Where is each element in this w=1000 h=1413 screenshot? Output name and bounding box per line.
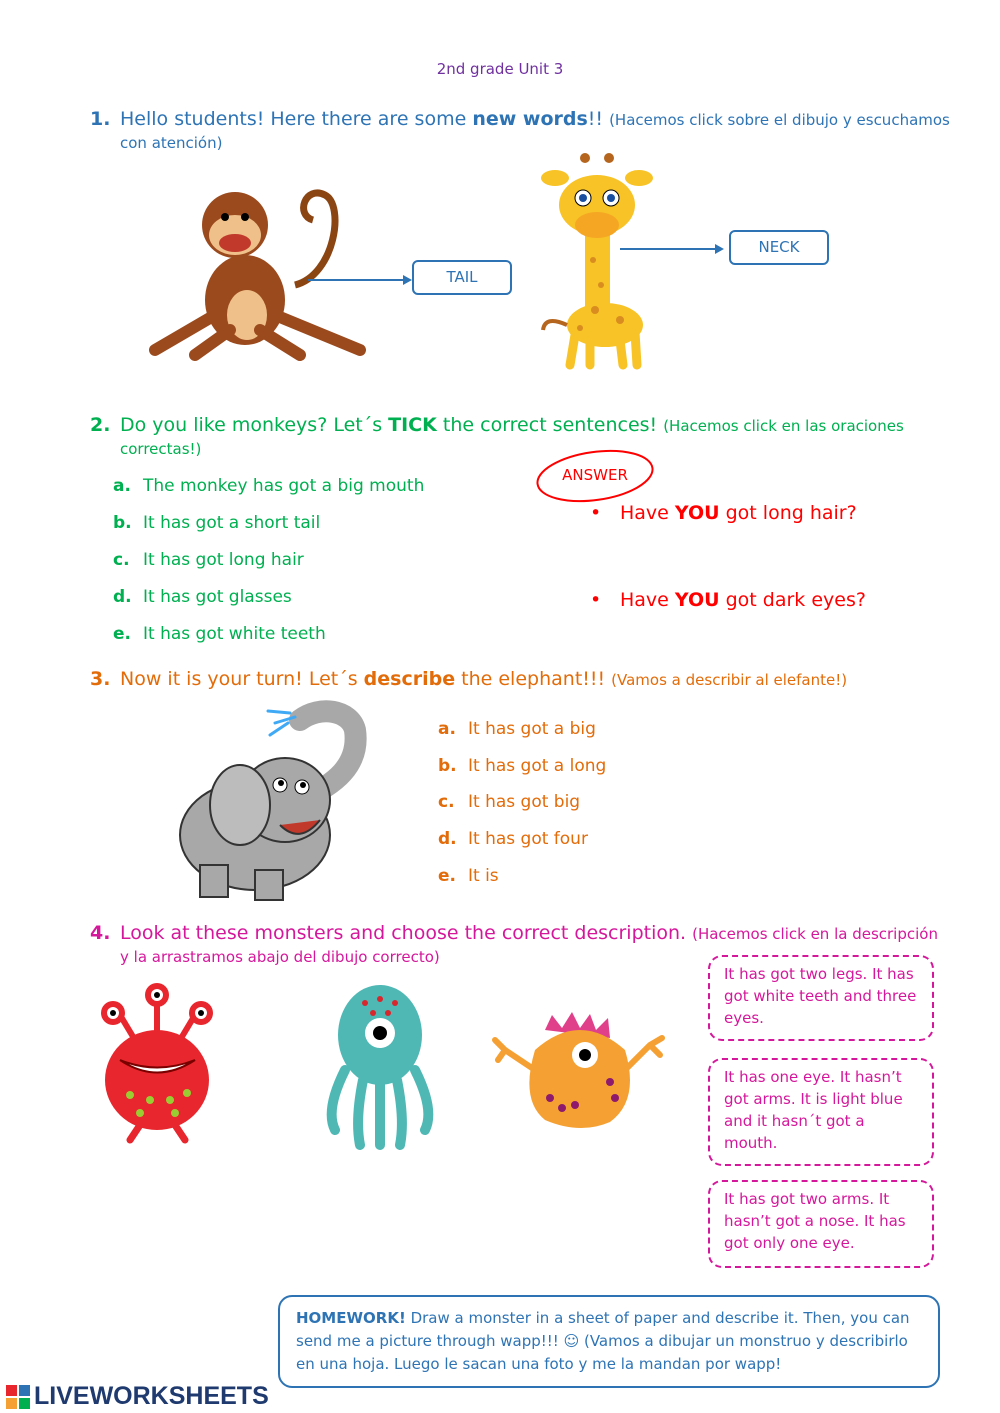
option-text: It has got a big	[468, 719, 596, 739]
question-note: (Vamos a describir al elefante!)	[611, 671, 848, 689]
option-text: It has got long hair	[143, 550, 304, 570]
giraffe-muzzle	[575, 212, 619, 238]
question-note: (Hacemos click en la descripción	[692, 925, 938, 943]
elephant-image[interactable]	[160, 705, 375, 905]
tick-option-b[interactable]	[113, 513, 320, 533]
monster-tentacles	[332, 1070, 429, 1145]
question-bold: TICK	[388, 414, 437, 436]
answer-text-end: got long hair?	[719, 502, 857, 524]
question-text: Hello students! Here there are some	[120, 108, 473, 130]
liveworksheets-logo[interactable]	[6, 1382, 269, 1410]
homework-box	[278, 1295, 940, 1388]
red-monster-image[interactable]	[95, 985, 220, 1145]
tick-option-d[interactable]	[113, 587, 292, 607]
elephant-ear	[210, 765, 270, 845]
option-letter: b.	[438, 756, 457, 776]
question-bold: describe	[363, 668, 456, 690]
question-note-cont: con atención)	[120, 134, 223, 152]
tick-option-e[interactable]	[113, 624, 326, 644]
monkey-eye	[241, 213, 249, 221]
describe-option-e[interactable]	[438, 866, 499, 886]
bullet-icon: •	[590, 502, 602, 524]
option-text: It has got white teeth	[143, 624, 326, 644]
option-letter: a.	[438, 719, 456, 739]
question-1	[90, 106, 950, 153]
elephant-leg	[200, 865, 228, 897]
monkey-image[interactable]	[135, 165, 385, 370]
option-letter: b.	[113, 513, 132, 533]
elephant-leg	[255, 870, 283, 900]
question-2	[90, 412, 950, 459]
question-note: (Hacemos click en las oraciones	[663, 417, 904, 435]
homework-text: Draw a monster in a sheet of paper and describe it. Then, you can send me a picture through wapp!!! ☺ (Vamos a dibujar un monstruo y describirlo en una hoja. Luego le sacan una foto y me la mandan por wapp!	[296, 1309, 910, 1373]
monkey-mouth	[219, 234, 251, 252]
giraffe-image[interactable]	[535, 150, 670, 370]
answer-label: ANSWER	[562, 466, 628, 484]
describe-option-b[interactable]	[438, 756, 606, 776]
bullet-icon: •	[590, 589, 602, 611]
option-letter: e.	[438, 866, 456, 886]
question-text-end: !!	[587, 108, 610, 130]
tail-label[interactable]: TAIL	[412, 260, 512, 295]
describe-option-a[interactable]	[438, 719, 596, 739]
question-number: 2.	[90, 414, 111, 436]
homework-title: HOMEWORK!	[296, 1309, 406, 1327]
option-letter: d.	[113, 587, 132, 607]
option-letter: c.	[113, 550, 130, 570]
question-number: 1.	[90, 108, 111, 130]
question-text: Do you like monkeys? Let´s	[120, 414, 389, 436]
monster-body	[105, 1030, 209, 1130]
question-note-cont: correctas!)	[120, 440, 202, 458]
option-text: The monkey has got a big mouth	[143, 476, 425, 496]
answer-text: Have	[620, 502, 675, 524]
option-text: It has got four	[468, 829, 588, 849]
giraffe-ear	[541, 170, 569, 186]
question-note-cont: y la arrastramos abajo del dibujo correcto)	[120, 948, 440, 966]
answer-question-1[interactable]	[590, 502, 857, 524]
describe-option-c[interactable]	[438, 792, 580, 812]
question-text-end: the elephant!!!	[455, 668, 612, 690]
page-header: 2nd grade Unit 3	[436, 60, 564, 78]
option-letter: a.	[113, 476, 131, 496]
question-text: Look at these monsters and choose the correct description.	[120, 922, 693, 944]
answer-text: Have	[620, 589, 675, 611]
option-text: It has got a long	[468, 756, 607, 776]
question-number: 3.	[90, 668, 111, 690]
answer-bold: YOU	[674, 589, 720, 611]
answer-bold: YOU	[674, 502, 720, 524]
option-letter: c.	[438, 792, 455, 812]
giraffe-ear	[625, 170, 653, 186]
neck-label[interactable]: NECK	[729, 230, 829, 265]
option-letter: e.	[113, 624, 131, 644]
description-card-1[interactable]: It has got two legs. It has got white teeth and three eyes.	[708, 955, 934, 1041]
option-text: It has got a short tail	[143, 513, 321, 533]
logo-text: LIVEWORKSHEETS	[34, 1382, 269, 1410]
monkey-eye	[221, 213, 229, 221]
logo-icon	[6, 1383, 34, 1411]
question-bold: new words	[472, 108, 588, 130]
question-text-end: the correct sentences!	[436, 414, 664, 436]
option-text: It has got big	[468, 792, 581, 812]
option-letter: d.	[438, 829, 457, 849]
option-text: It is	[468, 866, 499, 886]
description-card-3[interactable]: It has got two arms. It hasn’t got a nose. It has got only one eye.	[708, 1180, 934, 1268]
question-text: Now it is your turn! Let´s	[120, 668, 364, 690]
giraffe-tail	[543, 321, 567, 330]
question-note: (Hacemos click sobre el dibujo y escuchamos	[609, 111, 950, 129]
description-card-2[interactable]: It has one eye. It hasn’t got arms. It is light blue and it hasn´t got a mouth.	[708, 1058, 934, 1166]
option-text: It has got glasses	[143, 587, 292, 607]
question-number: 4.	[90, 922, 111, 944]
blue-monster-image[interactable]	[325, 985, 435, 1150]
answer-question-2[interactable]	[590, 589, 866, 611]
question-3	[90, 666, 950, 693]
tick-option-c[interactable]	[113, 550, 304, 570]
tail-arrow	[308, 270, 413, 290]
answer-text-end: got dark eyes?	[719, 589, 866, 611]
orange-monster-image[interactable]	[490, 1010, 670, 1135]
neck-arrow	[620, 239, 725, 259]
describe-option-d[interactable]	[438, 829, 588, 849]
tick-option-a[interactable]	[113, 476, 424, 496]
